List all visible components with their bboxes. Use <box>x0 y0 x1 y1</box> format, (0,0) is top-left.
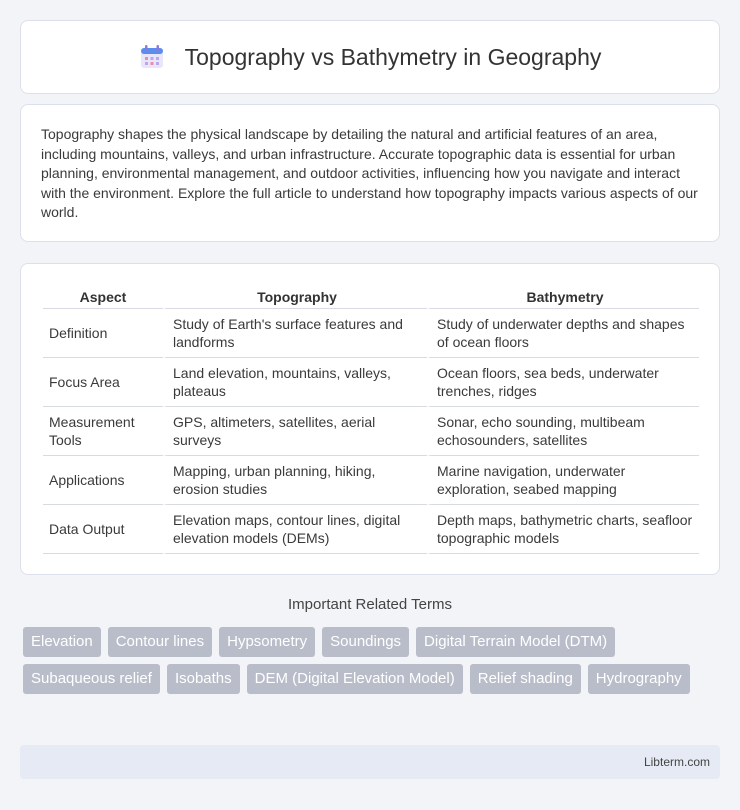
related-term-tag[interactable]: Digital Terrain Model (DTM) <box>416 627 615 657</box>
intro-card <box>20 104 720 242</box>
column-header-topography: Topography <box>163 286 427 309</box>
bathymetry-cell: Sonar, echo sounding, multibeam echosounders, satellites <box>427 407 699 456</box>
table-row <box>43 358 699 407</box>
table-row <box>43 309 699 358</box>
related-term-tag[interactable]: Contour lines <box>108 627 212 657</box>
page-title: Topography vs Bathymetry in Geography <box>184 43 602 70</box>
related-term-tag[interactable]: Elevation <box>23 627 101 657</box>
bathymetry-cell: Study of underwater depths and shapes of ocean floors <box>427 309 699 358</box>
row-aspect-cell: Measurement Tools <box>43 407 163 456</box>
title-card <box>20 20 720 94</box>
related-term-tag[interactable]: Relief shading <box>470 664 581 694</box>
footer <box>20 745 720 779</box>
comparison-card <box>20 263 720 575</box>
footer-site-link[interactable]: Libterm.com <box>643 755 710 769</box>
related-term-tag[interactable]: Isobaths <box>167 664 240 694</box>
bathymetry-cell: Depth maps, bathymetric charts, seafloor topographic models <box>427 505 699 554</box>
row-aspect-cell: Applications <box>43 456 163 505</box>
related-term-tag[interactable]: DEM (Digital Elevation Model) <box>247 664 463 694</box>
related-term-tag[interactable]: Soundings <box>322 627 409 657</box>
table-row <box>43 456 699 505</box>
table-row <box>43 407 699 456</box>
bathymetry-cell: Ocean floors, sea beds, underwater trenches, ridges <box>427 358 699 407</box>
topography-cell: Study of Earth's surface features and landforms <box>163 309 427 358</box>
row-aspect-cell: Focus Area <box>43 358 163 407</box>
column-header-aspect: Aspect <box>43 286 163 309</box>
column-header-bathymetry: Bathymetry <box>427 286 699 309</box>
related-term-tag[interactable]: Subaqueous relief <box>23 664 160 694</box>
table-row <box>43 505 699 554</box>
related-terms-heading: Important Related Terms <box>288 596 452 613</box>
row-aspect-cell: Data Output <box>43 505 163 554</box>
intro-text: Topography shapes the physical landscape by detailing the natural and artificial features of an area, including mountains, valleys, and urban infrastructure. Accurate topographic data is essential for urban planning, environmental management, and outdoor activities, influencing how you navigate and interact with the environment. Explore the full article to understand how topography impacts various aspects of our world. <box>41 126 698 220</box>
related-term-tag[interactable]: Hypsometry <box>219 627 315 657</box>
topography-cell: Elevation maps, contour lines, digital elevation models (DEMs) <box>163 505 427 554</box>
comparison-table <box>43 286 699 554</box>
row-aspect-cell: Definition <box>43 309 163 358</box>
calendar-icon <box>139 44 165 70</box>
related-terms-section <box>20 596 720 694</box>
related-term-tag[interactable]: Hydrography <box>588 664 690 694</box>
bathymetry-cell: Marine navigation, underwater exploration, seabed mapping <box>427 456 699 505</box>
table-header-row <box>43 286 699 309</box>
topography-cell: GPS, altimeters, satellites, aerial surveys <box>163 407 427 456</box>
related-terms-list <box>20 627 720 694</box>
topography-cell: Mapping, urban planning, hiking, erosion studies <box>163 456 427 505</box>
topography-cell: Land elevation, mountains, valleys, plateaus <box>163 358 427 407</box>
